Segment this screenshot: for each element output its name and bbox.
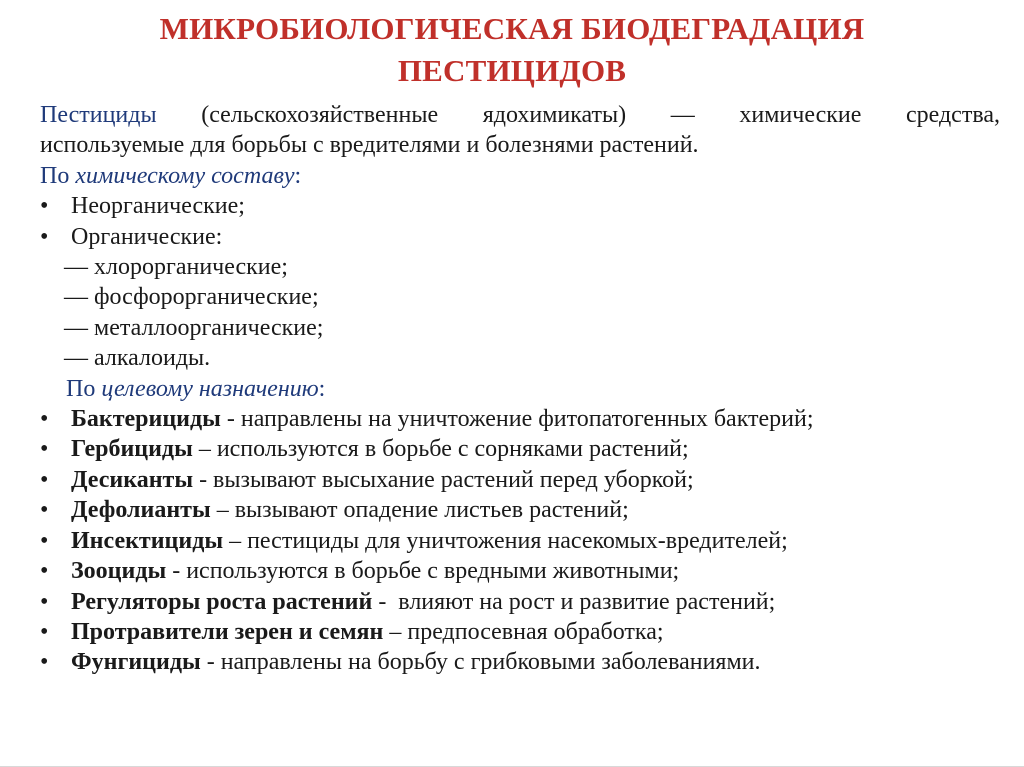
- organic-subitem: — хлорорганические;: [64, 254, 288, 281]
- composition-item: [40, 191, 1000, 221]
- intro-term: Пестициды: [40, 102, 157, 128]
- purpose-description: – вызывают опадение листьев растений;: [210, 497, 629, 524]
- purpose-item: [40, 587, 1000, 617]
- bullet-icon: •: [40, 223, 49, 250]
- purpose-description: - направлены на уничтожение фитопатогенных бактерий;: [220, 406, 814, 433]
- purpose-item: [40, 617, 1000, 647]
- composition-heading: [40, 161, 1000, 191]
- composition-item-label: Органические:: [71, 223, 223, 250]
- organic-subitem: — алкалоиды.: [64, 345, 211, 372]
- purpose-item: [40, 404, 1000, 434]
- purpose-term: Гербициды: [71, 436, 193, 463]
- bullet-icon: •: [40, 558, 49, 585]
- bullet-icon: •: [40, 527, 49, 554]
- purpose-item: [40, 434, 1000, 464]
- composition-heading-prefix: По: [40, 162, 76, 189]
- purpose-term: Бактерициды: [71, 406, 221, 433]
- composition-item-label: Неорганические;: [71, 193, 245, 220]
- bullet-icon: •: [40, 406, 49, 433]
- purpose-heading-prefix: По: [66, 375, 102, 402]
- bullet-icon: •: [40, 649, 49, 676]
- bullet-icon: •: [40, 466, 49, 493]
- purpose-heading: [40, 374, 1000, 404]
- composition-item: [40, 222, 1000, 252]
- bullet-icon: •: [40, 588, 49, 615]
- title-line-2: ПЕСТИЦИДОВ: [397, 53, 627, 88]
- purpose-term: Дефолианты: [71, 497, 211, 524]
- purpose-item: [40, 526, 1000, 556]
- bullet-icon: •: [40, 436, 49, 463]
- purpose-description: - вызывают высыхание растений перед уборкой;: [193, 466, 694, 493]
- purpose-term: Регуляторы роста растений: [71, 588, 373, 615]
- bullet-icon: •: [40, 497, 49, 524]
- purpose-term: Протравители зерен и семян: [71, 618, 384, 645]
- composition-heading-suffix: :: [294, 162, 302, 189]
- purpose-description: – предпосевная обработка;: [383, 618, 664, 645]
- intro-line-1: [40, 100, 1000, 130]
- bullet-icon: •: [40, 618, 49, 645]
- purpose-heading-italic: целевому назначению: [101, 375, 319, 402]
- intro-line-1-rest: (сельскохозяйственные ядохимикаты) — химические средства,: [156, 102, 1000, 128]
- slide-title: [0, 8, 1024, 92]
- purpose-description: – пестициды для уничтожения насекомых-вредителей;: [223, 527, 788, 554]
- purpose-item: [40, 647, 1000, 677]
- bullet-icon: •: [40, 193, 49, 220]
- purpose-heading-suffix: :: [318, 375, 326, 402]
- purpose-term: Десиканты: [71, 466, 194, 493]
- organic-subitem: — фосфорорганические;: [64, 284, 319, 311]
- purpose-description: - используются в борьбе с вредными животными;: [166, 558, 680, 585]
- composition-heading-italic: химическому составу: [75, 162, 295, 189]
- purpose-description: - влияют на рост и развитие растений;: [372, 588, 776, 615]
- intro-line-2: используемые для борьбы с вредителями и болезнями растений.: [40, 132, 699, 159]
- organic-subitem: — металлоорганические;: [64, 314, 324, 341]
- purpose-item: [40, 465, 1000, 495]
- purpose-term: Фунгициды: [71, 649, 201, 676]
- purpose-description: - направлены на борьбу с грибковыми заболеваниями.: [200, 649, 761, 676]
- purpose-item: [40, 495, 1000, 525]
- slide-content: [40, 100, 1000, 678]
- purpose-description: – используются в борьбе с сорняками растений;: [192, 436, 689, 463]
- purpose-term: Инсектициды: [71, 527, 224, 554]
- purpose-term: Зооциды: [71, 558, 167, 585]
- purpose-item: [40, 556, 1000, 586]
- title-line-1: МИКРОБИОЛОГИЧЕСКАЯ БИОДЕГРАДАЦИЯ: [159, 11, 865, 46]
